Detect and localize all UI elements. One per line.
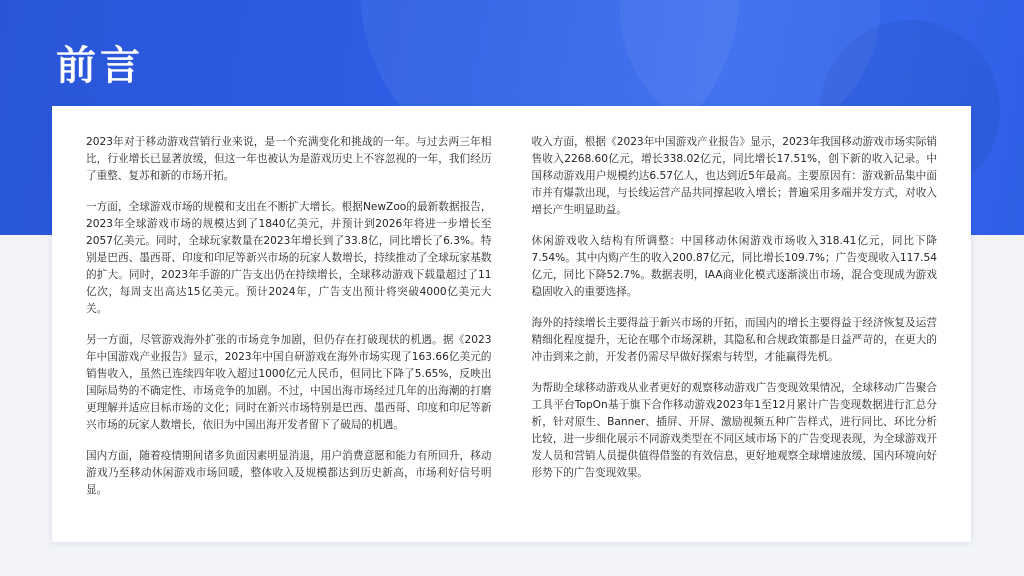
paragraph: 2023年对于移动游戏营销行业来说，是一个充满变化和挑战的一年。与过去两三年相比，行业增长已显著放缓，但这一年也被认为是游戏历史上不容忽视的一年，我们经历了重整、复苏和新的市场开拓。 [86,136,492,182]
content-card [52,106,971,542]
paragraph: 海外的持续增长主要得益于新兴市场的开拓，而国内的增长主要得益于经济恢复及运营精细化程度提升，无论在哪个市场深耕，其隐私和合规政策都是日益严苛的，在更大的冲击到来之前，开发者仍需尽早做好探索与转型，才能赢得先机。 [531,317,937,363]
paragraph: 收入方面，根据《2023年中国游戏产业报告》显示，2023年我国移动游戏市场实际销售收入2268.60亿元，增长338.02亿元，同比增长17.51%，创下新的收入记录。中国移动游戏用户规模约达6.57亿人，也达到近5年最高。主要原因有：游戏新品集中面市并有爆款出现，与长线运营产品共同撑起收入增长；普遍采用多端并发方式，对收入增长产生明显助益。 [531,136,937,216]
paragraph: 国内方面，随着疫情期间诸多负面因素明显消退，用户消费意愿和能力有所回升，移动游戏乃至移动休闲游戏市场回暖，整体收入及规模都达到历史新高，市场利好信号明显。 [86,450,492,496]
left-column [86,134,492,542]
paragraph: 为帮助全球移动游戏从业者更好的观察移动游戏广告变现效果情况，全球移动广告聚合工具平台TopOn基于旗下合作移动游戏2023年1至12月累计广告变现数据进行汇总分析，针对原生、Banner、插屏、开屏、激励视频五种广告样式，进行同比、环比分析比较，进一步细化展示不同游戏类型在不同区域市场下的广告变现表现，为全球游戏开发人员和营销人员提供值得借鉴的有效信息，更好地观察全球增速放缓、国内环境向好形势下的广告变现效果。 [531,382,937,479]
page-title: 前言 [56,43,144,89]
paragraph: 另一方面，尽管游戏海外扩张的市场竞争加剧，但仍存在打破现状的机遇。据《2023年中国游戏产业报告》显示，2023年中国自研游戏在海外市场实现了163.66亿美元的销售收入，虽然已连续四年收入超过1000亿元人民币，但同比下降了5.65%，反映出国际局势的不确定性、市场竞争的加剧。不过，中国出海市场经过几年的出海潮的打磨更理解并适应目标市场的文化；同时在新兴市场特别是巴西、墨西哥、印度和印尼等新兴市场的玩家人数增长，依旧为中国出海开发者留下了破局的机遇。 [86,334,492,431]
paragraph: 休闲游戏收入结构有所调整：中国移动休闲游戏市场收入318.41亿元，同比下降7.54%。其中内购产生的收入200.87亿元，同比增长109.7%；广告变现收入117.54亿元，同比下降52.7%。数据表明，IAA商业化模式逐渐淡出市场，混合变现成为游戏稳固收入的重要选择。 [531,235,937,298]
paragraph: 一方面，全球游戏市场的规模和支出在不断扩大增长。根据NewZoo的最新数据报告，2023年全球游戏市场的规模达到了1840亿美元，并预计到2026年将进一步增长至2057亿美元。同时，全球玩家数量在2023年增长到了33.8亿，同比增长了6.3%。特别是巴西、墨西哥、印度和印尼等新兴市场的玩家人数增长，持续推动了全球玩家基数的扩大。同时，2023年手游的广告支出仍在持续增长，全球移动游戏下载量超过了11亿次，每周支出高达15亿美元。预计2024年，广告支出预计将突破4000亿美元大关。 [86,201,492,315]
right-column [532,134,938,542]
